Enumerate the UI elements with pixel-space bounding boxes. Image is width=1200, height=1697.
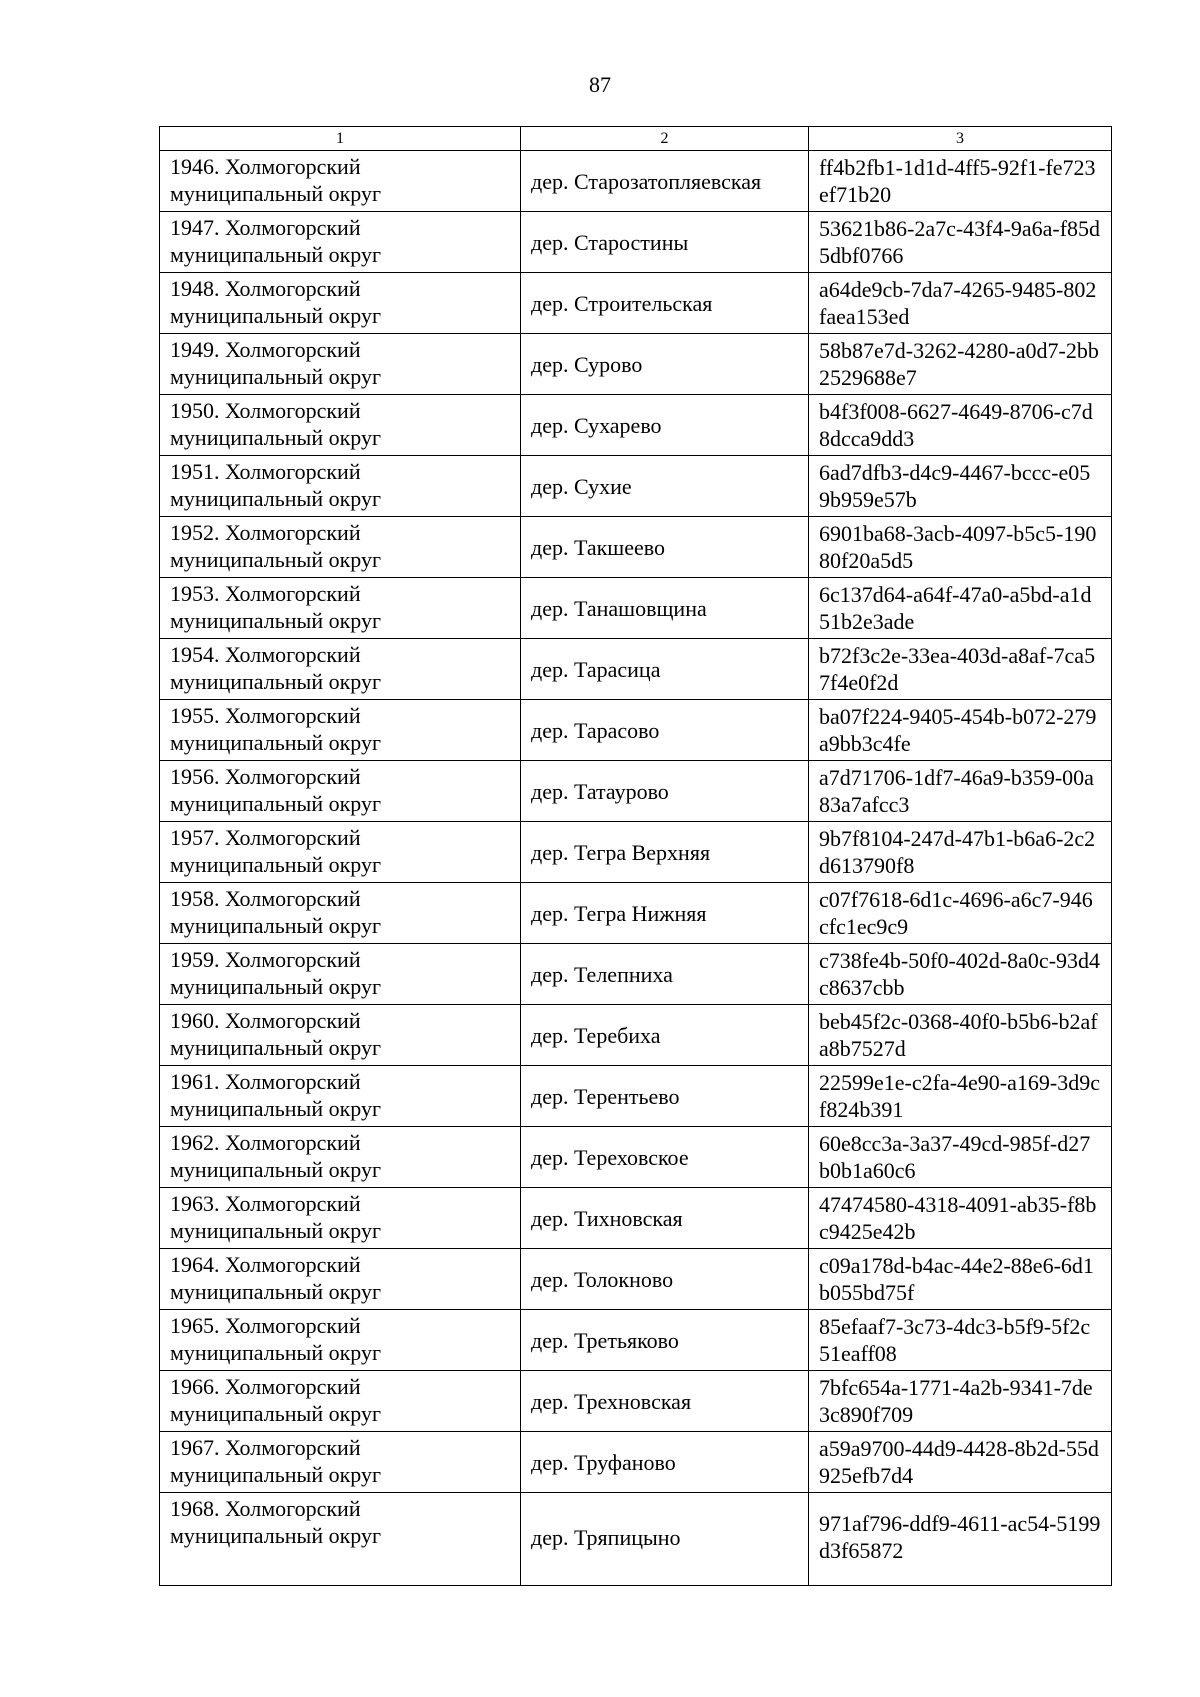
district-cell: 1966. Холмогорский муниципальный округ — [160, 1371, 521, 1432]
guid-cell: 85efaaf7-3c73-4dc3-b5f9-5f2c51eaff08 — [809, 1310, 1112, 1371]
district-cell: 1947. Холмогорский муниципальный округ — [160, 212, 521, 273]
settlement-cell: дер. Тарасица — [521, 639, 809, 700]
guid-cell: b72f3c2e-33ea-403d-a8af-7ca57f4e0f2d — [809, 639, 1112, 700]
settlement-cell: дер. Тереховское — [521, 1127, 809, 1188]
guid-cell: c07f7618-6d1c-4696-a6c7-946cfc1ec9c9 — [809, 883, 1112, 944]
table-row — [160, 1249, 1112, 1310]
district-cell: 1950. Холмогорский муниципальный округ — [160, 395, 521, 456]
table-row — [160, 639, 1112, 700]
settlement-cell: дер. Старозатопляевская — [521, 151, 809, 212]
table-row — [160, 1188, 1112, 1249]
settlement-cell: дер. Тихновская — [521, 1188, 809, 1249]
settlements-table — [159, 126, 1112, 1586]
settlement-cell: дер. Тегра Нижняя — [521, 883, 809, 944]
table-row — [160, 1066, 1112, 1127]
settlement-cell: дер. Танашовщина — [521, 578, 809, 639]
guid-cell: 971af796-ddf9-4611-ac54-5199d3f65872 — [809, 1493, 1112, 1586]
guid-cell: b4f3f008-6627-4649-8706-c7d8dcca9dd3 — [809, 395, 1112, 456]
guid-cell: ff4b2fb1-1d1d-4ff5-92f1-fe723ef71b20 — [809, 151, 1112, 212]
district-cell: 1952. Холмогорский муниципальный округ — [160, 517, 521, 578]
guid-cell: 58b87e7d-3262-4280-a0d7-2bb2529688e7 — [809, 334, 1112, 395]
settlement-cell: дер. Татаурово — [521, 761, 809, 822]
guid-cell: 6901ba68-3acb-4097-b5c5-19080f20a5d5 — [809, 517, 1112, 578]
table-row — [160, 334, 1112, 395]
column-header-3: 3 — [809, 127, 1112, 151]
district-cell: 1951. Холмогорский муниципальный округ — [160, 456, 521, 517]
table-row — [160, 883, 1112, 944]
settlement-cell: дер. Тарасово — [521, 700, 809, 761]
table-row — [160, 1005, 1112, 1066]
settlement-cell: дер. Тряпицыно — [521, 1493, 809, 1586]
district-cell: 1954. Холмогорский муниципальный округ — [160, 639, 521, 700]
guid-cell: c09a178d-b4ac-44e2-88e6-6d1b055bd75f — [809, 1249, 1112, 1310]
district-cell: 1956. Холмогорский муниципальный округ — [160, 761, 521, 822]
guid-cell: c738fe4b-50f0-402d-8a0c-93d4c8637cbb — [809, 944, 1112, 1005]
table-header-row — [160, 127, 1112, 151]
district-cell: 1953. Холмогорский муниципальный округ — [160, 578, 521, 639]
district-cell: 1957. Холмогорский муниципальный округ — [160, 822, 521, 883]
district-cell: 1955. Холмогорский муниципальный округ — [160, 700, 521, 761]
district-cell: 1968. Холмогорский муниципальный округ — [160, 1493, 521, 1586]
guid-cell: 60e8cc3a-3a37-49cd-985f-d27b0b1a60c6 — [809, 1127, 1112, 1188]
table-row — [160, 212, 1112, 273]
table-row — [160, 578, 1112, 639]
table-row — [160, 761, 1112, 822]
district-cell: 1961. Холмогорский муниципальный округ — [160, 1066, 521, 1127]
guid-cell: 53621b86-2a7c-43f4-9a6a-f85d5dbf0766 — [809, 212, 1112, 273]
guid-cell: 9b7f8104-247d-47b1-b6a6-2c2d613790f8 — [809, 822, 1112, 883]
page-number: 87 — [589, 72, 611, 97]
settlement-cell: дер. Теребиха — [521, 1005, 809, 1066]
table-row — [160, 1371, 1112, 1432]
settlement-cell: дер. Терентьево — [521, 1066, 809, 1127]
table-row — [160, 944, 1112, 1005]
settlement-cell: дер. Сухарево — [521, 395, 809, 456]
guid-cell: 7bfc654a-1771-4a2b-9341-7de3c890f709 — [809, 1371, 1112, 1432]
guid-cell: a64de9cb-7da7-4265-9485-802faea153ed — [809, 273, 1112, 334]
district-cell: 1964. Холмогорский муниципальный округ — [160, 1249, 521, 1310]
table-row — [160, 395, 1112, 456]
column-header-2: 2 — [521, 127, 809, 151]
district-cell: 1967. Холмогорский муниципальный округ — [160, 1432, 521, 1493]
district-cell: 1959. Холмогорский муниципальный округ — [160, 944, 521, 1005]
table-body — [160, 151, 1112, 1586]
table-row — [160, 1432, 1112, 1493]
settlement-cell: дер. Третьяково — [521, 1310, 809, 1371]
settlement-cell: дер. Труфаново — [521, 1432, 809, 1493]
guid-cell: 6ad7dfb3-d4c9-4467-bccc-e059b959e57b — [809, 456, 1112, 517]
guid-cell: 47474580-4318-4091-ab35-f8bc9425e42b — [809, 1188, 1112, 1249]
guid-cell: 6c137d64-a64f-47a0-a5bd-a1d51b2e3ade — [809, 578, 1112, 639]
district-cell: 1963. Холмогорский муниципальный округ — [160, 1188, 521, 1249]
district-cell: 1958. Холмогорский муниципальный округ — [160, 883, 521, 944]
table-row — [160, 700, 1112, 761]
table-row — [160, 273, 1112, 334]
guid-cell: 22599e1e-c2fa-4e90-a169-3d9cf824b391 — [809, 1066, 1112, 1127]
guid-cell: a59a9700-44d9-4428-8b2d-55d925efb7d4 — [809, 1432, 1112, 1493]
district-cell: 1949. Холмогорский муниципальный округ — [160, 334, 521, 395]
district-cell: 1965. Холмогорский муниципальный округ — [160, 1310, 521, 1371]
guid-cell: a7d71706-1df7-46a9-b359-00a83a7afcc3 — [809, 761, 1112, 822]
table-row — [160, 517, 1112, 578]
settlement-cell: дер. Телепниха — [521, 944, 809, 1005]
settlement-cell: дер. Трехновская — [521, 1371, 809, 1432]
settlement-cell: дер. Старостины — [521, 212, 809, 273]
settlement-cell: дер. Тегра Верхняя — [521, 822, 809, 883]
table-row — [160, 1493, 1112, 1586]
settlement-cell: дер. Строительская — [521, 273, 809, 334]
district-cell: 1946. Холмогорский муниципальный округ — [160, 151, 521, 212]
table-row — [160, 822, 1112, 883]
guid-cell: beb45f2c-0368-40f0-b5b6-b2afa8b7527d — [809, 1005, 1112, 1066]
table-row — [160, 1310, 1112, 1371]
district-cell: 1962. Холмогорский муниципальный округ — [160, 1127, 521, 1188]
settlement-cell: дер. Сухие — [521, 456, 809, 517]
column-header-1: 1 — [160, 127, 521, 151]
guid-cell: ba07f224-9405-454b-b072-279a9bb3c4fe — [809, 700, 1112, 761]
table-row — [160, 1127, 1112, 1188]
table-row — [160, 151, 1112, 212]
settlement-cell: дер. Такшеево — [521, 517, 809, 578]
settlement-cell: дер. Толокново — [521, 1249, 809, 1310]
district-cell: 1960. Холмогорский муниципальный округ — [160, 1005, 521, 1066]
settlement-cell: дер. Сурово — [521, 334, 809, 395]
table-row — [160, 456, 1112, 517]
district-cell: 1948. Холмогорский муниципальный округ — [160, 273, 521, 334]
